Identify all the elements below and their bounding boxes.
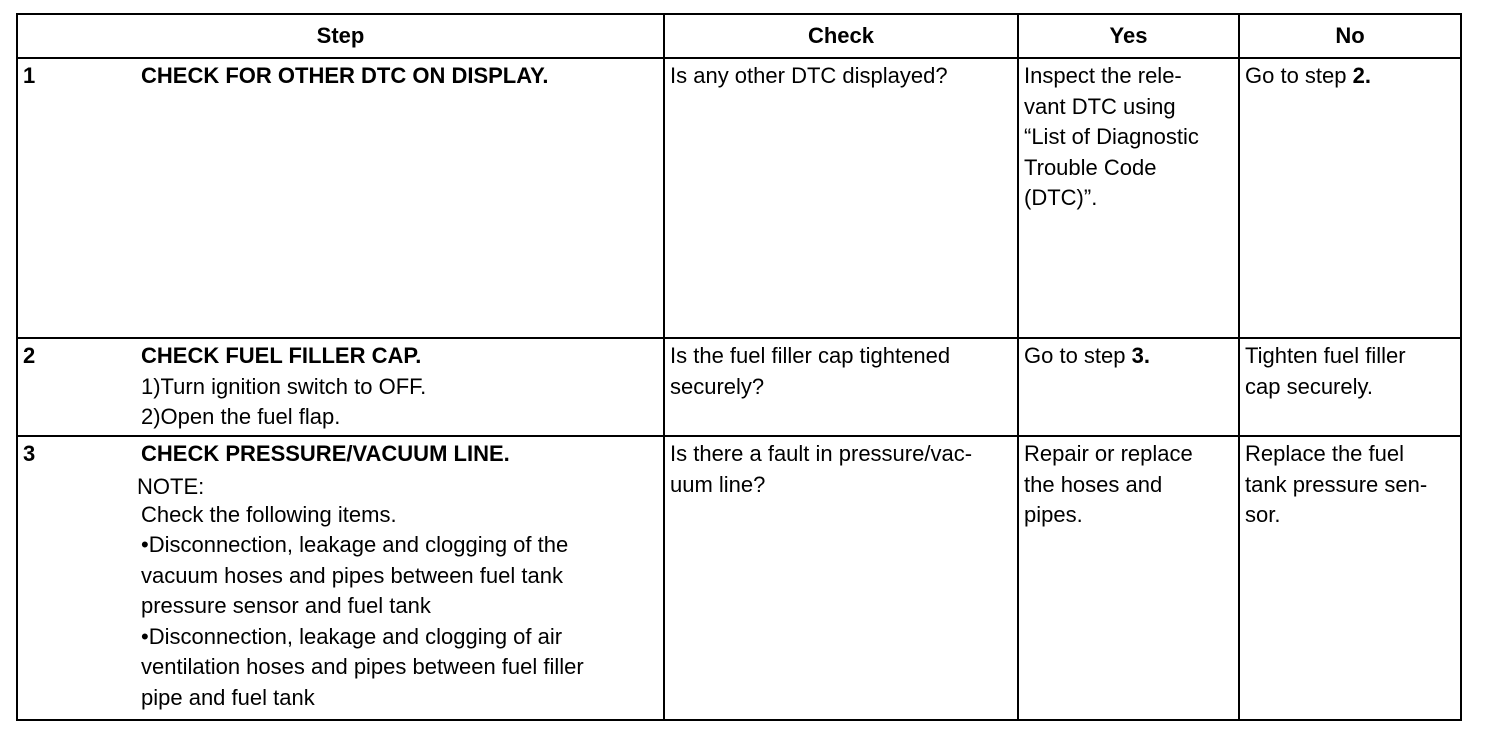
check-text: uum line? bbox=[670, 471, 766, 497]
header-yes: Yes bbox=[1018, 14, 1239, 58]
yes-text: the hoses and bbox=[1024, 471, 1163, 497]
step-line: Check the following items. bbox=[141, 501, 397, 527]
no-text: tank pressure sen- bbox=[1245, 471, 1428, 497]
step-line: •Disconnection, leakage and clogging of air bbox=[141, 623, 563, 649]
table-row bbox=[17, 436, 1461, 720]
step-number: 3 bbox=[23, 441, 36, 466]
step-cell bbox=[17, 338, 664, 436]
step-cell bbox=[17, 436, 664, 720]
header-step: Step bbox=[17, 14, 664, 58]
no-text: Go to step bbox=[1245, 63, 1353, 88]
table-row bbox=[17, 338, 1461, 436]
table-row bbox=[17, 58, 1461, 338]
diagnostic-table bbox=[16, 13, 1462, 721]
yes-text: vant DTC using bbox=[1024, 93, 1176, 119]
yes-cell bbox=[1018, 338, 1239, 436]
check-cell bbox=[664, 58, 1018, 338]
no-text: Replace the fuel bbox=[1245, 441, 1404, 466]
step-line: •Disconnection, leakage and clogging of the bbox=[141, 532, 569, 557]
yes-text: “List of Diagnostic bbox=[1024, 124, 1199, 149]
step-number: 2 bbox=[23, 343, 36, 368]
step-line: ventilation hoses and pipes between fuel filler bbox=[141, 654, 584, 679]
yes-cell bbox=[1018, 436, 1239, 720]
no-cell bbox=[1239, 436, 1461, 720]
no-cell bbox=[1239, 338, 1461, 436]
step-line: vacuum hoses and pipes between fuel tank bbox=[141, 562, 563, 588]
step-line: 1)Turn ignition switch to OFF. bbox=[141, 373, 427, 399]
yes-text: pipes. bbox=[1024, 502, 1083, 527]
no-text: Tighten fuel filler bbox=[1245, 343, 1406, 368]
no-cell bbox=[1239, 58, 1461, 338]
yes-text: Inspect the rele- bbox=[1024, 63, 1182, 88]
note-label: NOTE: bbox=[137, 473, 205, 499]
header-row bbox=[17, 14, 1461, 58]
check-text: Is any other DTC displayed? bbox=[670, 63, 948, 88]
no-text: sor. bbox=[1245, 502, 1281, 527]
step-line: pipe and fuel tank bbox=[141, 684, 315, 710]
header-no: No bbox=[1239, 14, 1461, 58]
check-cell bbox=[664, 338, 1018, 436]
no-step-ref: 2. bbox=[1352, 63, 1371, 88]
yes-text: Repair or replace bbox=[1024, 441, 1193, 466]
step-title: CHECK FOR OTHER DTC ON DISPLAY. bbox=[141, 63, 549, 88]
yes-cell bbox=[1018, 58, 1239, 338]
yes-text: (DTC)”. bbox=[1024, 185, 1098, 210]
yes-text: Trouble Code bbox=[1024, 154, 1157, 180]
header-check: Check bbox=[664, 14, 1018, 58]
yes-step-ref: 3. bbox=[1131, 343, 1150, 368]
step-title: CHECK FUEL FILLER CAP. bbox=[141, 343, 422, 368]
step-title: CHECK PRESSURE/VACUUM LINE. bbox=[141, 441, 510, 466]
step-number: 1 bbox=[23, 63, 36, 88]
step-line: pressure sensor and fuel tank bbox=[141, 593, 431, 618]
check-cell bbox=[664, 436, 1018, 720]
yes-text: Go to step bbox=[1024, 343, 1132, 368]
step-line: 2)Open the fuel flap. bbox=[141, 404, 341, 429]
check-text: securely? bbox=[670, 373, 765, 399]
no-text: cap securely. bbox=[1245, 373, 1373, 399]
check-text: Is there a fault in pressure/vac- bbox=[670, 441, 973, 466]
check-text: Is the fuel filler cap tightened bbox=[670, 343, 951, 368]
step-cell bbox=[17, 58, 664, 338]
